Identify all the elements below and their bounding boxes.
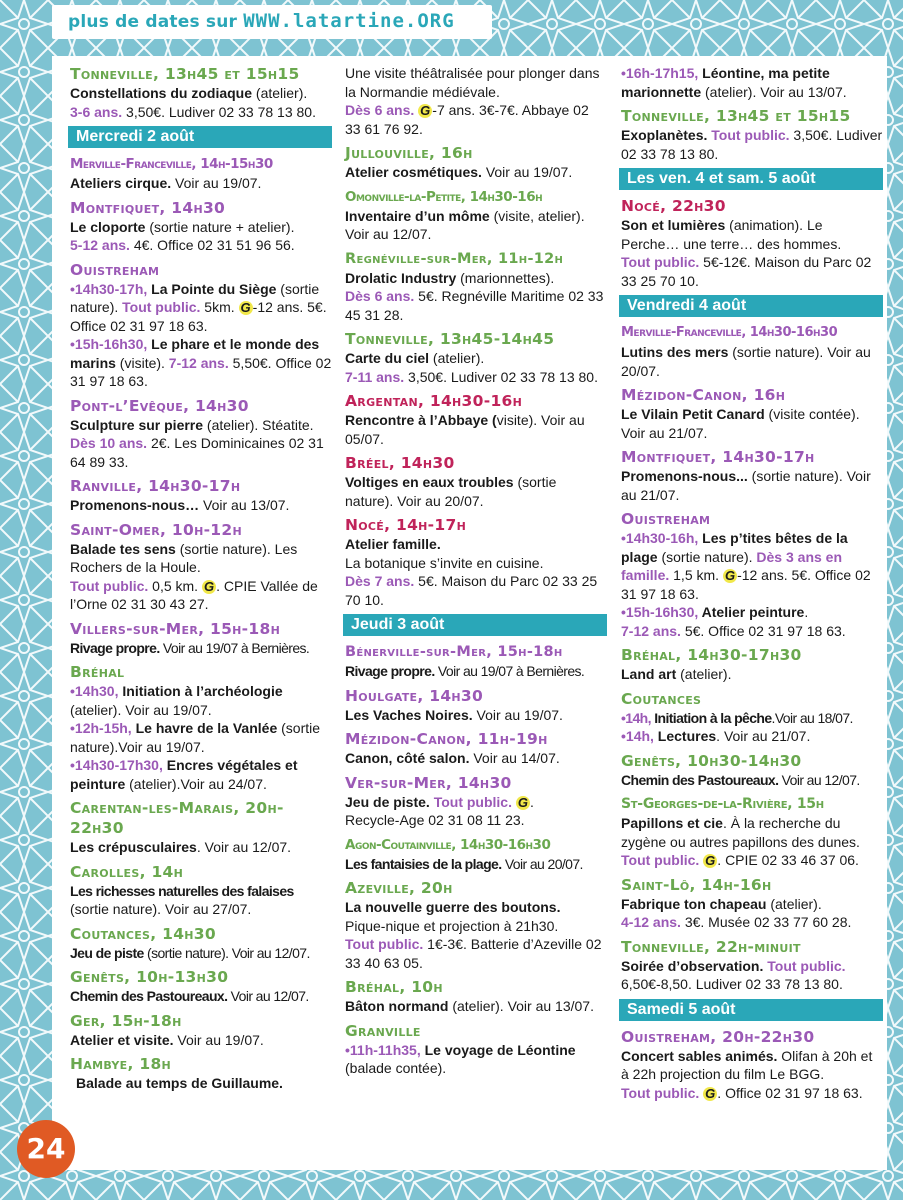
free-g-badge: G [203,578,215,594]
event-location: Bréhal, 10h [345,978,443,996]
event-entry [345,977,607,1016]
day-header: Vendredi 4 août [619,295,883,317]
event-location: Pont-l’Evêque, 14h30 [70,396,249,415]
event-location: Ouistreham [70,260,160,279]
event-info: -12 ans. 5€. Office 02 31 97 18 63. [621,567,871,602]
event-title: Land art [621,666,677,682]
event-time: •14h30-16h, [621,530,699,546]
event-age: Dès 3 ans en famille. [621,548,843,583]
column-2 [345,64,607,1083]
event-info: .Voir au 18/07. [771,709,853,726]
event-title: Léontine, ma petite marionnette [621,65,830,100]
event-info: . Office 02 31 97 18 63. [717,1084,863,1101]
event-info: 4€. Office 02 31 51 96 56. [129,237,295,253]
event-time: •14h, [621,709,651,726]
event-location: Jullouville, 16h [345,144,473,162]
event-time: •14h30, [70,683,119,699]
event-location: Argentan, 14h30-16h [345,392,523,410]
event-location: Hambye, 18h [70,1055,172,1073]
event-entry [345,187,607,244]
event-info: -12 ans. 5€. Office 02 31 97 18 63. [70,299,327,334]
event-desc: La botanique s’invite en cuisine. [345,554,544,571]
event-entry [345,391,607,448]
day-header: Jeudi 3 août [343,614,607,636]
event-entry [345,729,607,768]
event-location: Saint-Omer, 10h-12h [70,520,242,539]
event-title: Le havre de la Vanlée [131,720,278,736]
event-entry [621,645,883,684]
event-entry [345,878,607,972]
event-entry [621,106,883,163]
event-info: 5€. Regnéville Maritime 02 33 45 31 28. [345,288,604,323]
event-location: Saint-Lô, 14h-16h [621,875,772,894]
event-info: (sortie nature). Voir au 20/07. [345,474,557,509]
event-entry [621,937,883,994]
event-info: (sortie nature). Voir au 20/07. [621,344,871,379]
event-entry [621,1027,883,1103]
event-title: Chemin des Pastoureaux. [70,988,228,1004]
event-location: Coutances, 14h30 [70,924,216,943]
event-entry [70,198,332,255]
event-location: Tonneville, 22h-minuit [621,937,801,956]
event-title: Drolatic Industry [345,269,457,286]
event-info: Voir au 19/07. [481,164,573,180]
free-g-badge: G [724,568,736,583]
event-location: Ouistreham [621,510,711,528]
event-entry [621,323,883,380]
event-title: Son et lumières [621,217,726,233]
header-text [68,10,455,32]
event-time: •12h-15h, [70,720,132,736]
event-info: Voir au 19/07. [472,706,563,723]
event-title: Promenons-nous… [70,497,200,513]
event-location: Merville-Franceville, 14h-15h30 [70,156,273,172]
column-3 [621,64,883,1107]
event-title: Le Vilain Petit Canard [621,406,765,422]
event-title: Le phare et le monde des marins [70,336,320,371]
event-entry [345,143,607,182]
day-header: Les ven. 4 et sam. 5 août [619,168,883,190]
event-title: Bâton normand [345,998,449,1014]
event-title: Les p’tites bêtes de la plage [621,530,848,565]
free-g-badge: G [705,1085,716,1101]
free-g-badge: G [420,103,431,118]
event-info: (atelier). Voir au 19/07. [70,701,212,718]
event-entry [70,1054,332,1093]
event-location: Tonneville, 13h45 et 15h15 [621,107,851,125]
event-entry [621,64,883,101]
event-info: (atelier). [676,666,732,682]
event-desc: (atelier). [252,85,308,101]
event-title: Le cloporte [70,218,146,235]
event-location: Granville [345,1021,421,1040]
event-info: (balade contée). [345,1060,447,1076]
event-location: Villers-sur-Mer, 15h-18h [70,619,281,638]
event-location: Ver-sur-Mer, 14h30 [345,773,512,792]
event-title: Soirée d’observation. [621,957,764,974]
column-1 [70,64,332,1098]
event-entry [70,154,332,193]
event-age: Dès 10 ans. [70,435,148,451]
event-title: Fabrique ton chapeau [621,895,767,912]
event-desc: (atelier). [766,895,822,912]
event-info: 5km. [200,299,239,315]
free-g-badge: G [517,794,528,810]
event-age: 7-11 ans. [345,368,405,385]
event-time: •16h-17h15, [621,65,699,81]
event-title: Initiation à l’archéologie [118,683,283,699]
event-info: (visite, atelier). Voir au 12/07. [345,207,585,242]
event-info: Voir au 19/07 à Bernières. [434,663,585,679]
event-entry [345,329,607,386]
event-location: Omonville-la-Petite, 14h30-16h [345,188,543,205]
event-entry [345,1021,607,1078]
event-title: Constellations du zodiaque [70,85,253,101]
event-desc: (sortie nature + atelier). [145,218,295,235]
event-title: Inventaire d’un môme [345,207,490,224]
event-entry: Ver-sur-Mer, 14h30 Jeu de piste. Tout public. G . Recycle-Age 02 31 08 11 23. [345,773,607,830]
event-info: (atelier). Voir au 13/07. [448,998,594,1014]
event-location: Azeville, 20h [345,879,453,897]
event-info: 2€. Les Dominicaines 02 31 64 89 33. [70,435,324,470]
event-entry [70,798,332,857]
event-title: Atelier et visite. [70,1031,174,1048]
event-info: 5,50€. Office 02 31 97 18 63. [70,354,332,389]
free-g-badge: G [240,300,251,315]
event-location: Regnéville-sur-Mer, 11h-12h [345,250,564,267]
event-entry [70,64,332,121]
event-title: Papillons et cie [621,815,723,831]
event-location: Nocé, 22h30 [621,197,726,215]
event-entry [621,689,883,746]
event-title: Chemin des Pastoureaux. [621,771,779,788]
event-entry [70,924,332,963]
event-public: Tout public. [118,299,201,315]
event-title: Atelier famille. [345,536,441,552]
event-entry [70,967,332,1006]
event-age: 4-12 ans. [621,914,681,930]
event-title: Carte du ciel [345,350,430,366]
event-location: Bréel, 14h30 [345,454,455,472]
event-title: Rencontre à l’Abbaye ( [345,412,497,428]
event-info: 0,5 km. [148,577,202,594]
event-entry [70,476,332,515]
event-time: •11h-11h35, [345,1041,421,1058]
event-entry [345,642,607,681]
event-info: . CPIE Vallée de l’Orne 02 31 30 43 27. [70,577,318,612]
event-title: Concert sables animés. [621,1047,778,1064]
event-title: Jeu de piste. [345,793,430,810]
event-title: Rivage propre. [345,663,435,679]
event-age: Dès 6 ans. [345,102,415,118]
event-info: Voir au 19/07 à Bernières. [159,639,310,656]
event-info: Voir au 19/07. [171,175,262,191]
event-title: Voltiges en eaux troubles [345,474,514,490]
event-desc: (visite). [115,354,165,371]
event-info: Voir au 20/07. [501,855,583,872]
event-time: •14h30-17h30, [70,757,163,773]
event-entry [70,260,332,391]
event-info: (sortie nature). Voir au 12/07. [143,944,310,961]
event-desc: Olifan à 20h et à 22h projection du film Le BGG. [621,1047,873,1082]
event-info: -7 ans. 3€-7€. Abbaye 02 33 61 76 92. [345,102,589,137]
event-desc: Une visite théâtralisée pour plonger dans la Normandie médiévale. [345,65,600,100]
event-entry [70,396,332,472]
event-info: (sortie nature). Voir au 21/07. [621,468,871,503]
header-prefix: plus de dates sur [68,12,244,32]
event-location: Tonneville, 13h45-14h45 [345,330,555,348]
event-location: Mézidon-Canon, 11h-19h [345,730,548,748]
event-location: Bénerville-sur-Mer, 15h-18h [345,644,563,660]
event-public: Tout public. [621,1084,700,1101]
event-public: Tout public. [621,852,700,868]
event-info: . Voir au 21/07. [716,728,811,744]
event-location: Ouistreham, 20h-22h30 [621,1027,815,1046]
event-info: Voir au 12/07. [227,988,309,1004]
event-desc: (sortie nature). Les Rochers de la Houle. [70,540,298,575]
event-info: Voir au 12/07. [778,771,860,788]
event-info: 3,50€. Ludiver 02 33 78 13 80. [621,127,883,162]
event-public: Tout public. [429,793,512,810]
event-title: Les richesses naturelles des falaises [70,882,294,899]
event-location: Montfiquet, 14h30 [70,198,226,217]
event-time: •15h-16h30, [70,336,148,352]
event-desc: (marionnettes). [456,269,555,286]
event-entry [345,249,607,325]
event-location: Bréhal [70,663,125,681]
event-location: Coutances [621,689,702,708]
event-location: Ger, 15h-18h [70,1011,182,1030]
event-title: Exoplanètes. [621,127,708,143]
event-info: 5€. Maison du Parc 02 33 25 70 10. [345,573,598,608]
event-info: 6,50€-8,50. Ludiver 02 33 78 13 80. [621,976,843,992]
event-location: Ranville, 14h30-17h [70,477,241,495]
event-location: Agon-Coutainville, 14h30-16h30 [345,836,551,853]
event-title: Balade au temps de Guillaume. [76,1075,283,1091]
event-location: Mézidon-Canon, 16h [621,386,786,404]
event-desc: (sortie nature). [70,280,320,315]
event-location: Genêts, 10h-13h30 [70,968,229,986]
event-desc: . [804,604,809,620]
event-age: 7-12 ans. [164,354,229,371]
event-title: La nouvelle guerre des boutons. [345,899,561,915]
event-age: 7-12 ans. [621,622,681,639]
event-entry [70,520,332,614]
event-info: 5€. Office 02 31 97 18 63. [680,622,846,639]
event-entry [70,1011,332,1050]
event-title: Atelier peinture [698,604,805,620]
event-title: Atelier cosmétiques. [345,164,482,180]
event-desc: (animation). Le Perche… une terre… des hommes. [621,217,842,252]
event-location: Bréhal, 14h30-17h30 [621,646,802,664]
event-entry [621,196,883,290]
event-info: 3€. Musée 02 33 77 60 28. [680,914,852,930]
event-title: Rivage propre. [70,639,160,656]
event-entry [621,385,883,442]
event-title: Les fantaisies de la plage. [345,855,502,872]
event-title: Balade tes sens [70,540,176,557]
event-age: 3-6 ans. [70,103,123,120]
event-entry [345,835,607,874]
free-g-badge: G [705,853,716,868]
event-entry [70,862,332,919]
event-title: Ateliers cirque. [70,175,172,191]
event-title: Encres végétales et peinture [70,757,298,792]
event-title: Canon, côté salon. [345,750,470,766]
event-info: 3,50€. Ludiver 02 33 78 13 80. [122,103,316,120]
event-info: (visite contée). Voir au 21/07. [621,406,860,441]
event-location: Carentan-les-Marais, 20h-22h30 [70,799,284,837]
event-info: . CPIE 02 33 46 37 06. [717,852,859,868]
event-location: Nocé, 14h-17h [345,516,467,534]
event-info: 1,5 km. [669,567,723,583]
event-info: (sortie nature).Voir au 19/07. [70,720,321,755]
event-info: 3,50€. Ludiver 02 33 78 13 80. [404,368,598,385]
event-title: Les crépusculaires [70,839,197,855]
event-entry [621,794,883,870]
day-header: Mercredi 2 août [68,126,332,148]
event-entry [621,875,883,932]
event-time: •15h-16h30, [621,604,699,620]
event-info: . Voir au 12/07. [196,839,292,855]
event-info: 1€-3€. Batterie d’Azeville 02 33 40 63 05. [345,936,602,971]
event-public: Tout public. [763,957,846,974]
event-title: Jeu de piste [70,944,144,961]
event-entry [345,64,607,138]
event-public: Tout public. [345,936,424,952]
header-url-link[interactable]: WWW.latartine.ORG [243,10,455,32]
event-age: Dès 6 ans. [345,288,415,304]
event-desc: . À la recherche du zygène ou autres papillons des dunes. [621,815,860,850]
event-location: Merville-Franceville, 14h30-16h30 [621,325,838,340]
event-info: visite). Voir au 05/07. [345,412,585,447]
event-time: •14h30-17h, [70,280,148,297]
day-header: Samedi 5 août [619,999,883,1021]
event-title: Initiation à la pêche [650,709,772,726]
event-desc: (sortie nature). [657,548,753,565]
event-entry [345,515,607,609]
event-location: St-Georges-de-la-Rivière, 15h [621,796,824,812]
event-info: Voir au 14/07. [469,750,560,766]
event-desc: (atelier). [429,350,485,366]
event-info: 5€-12€. Maison du Parc 02 33 25 70 10. [621,254,872,289]
page-number-badge: 24 [17,1120,75,1178]
event-entry [621,447,883,504]
event-info: Recycle-Age 02 31 08 11 23. [345,812,525,828]
event-location: Genêts, 10h30-14h30 [621,751,802,770]
event-title: La Pointe du Siège [147,280,277,297]
event-location: Montfiquet, 14h30-17h [621,448,815,466]
event-location: Tonneville, 13h45 et 15h15 [70,65,300,83]
event-title: Le voyage de Léontine [420,1041,576,1058]
event-info: Voir au 19/07. [173,1031,264,1048]
event-time: •14h, [621,728,654,744]
event-title: Les Vaches Noires. [345,706,473,723]
event-title: Promenons-nous... [621,468,748,484]
event-entry [621,509,883,640]
event-public: Tout public. [70,577,149,594]
event-entry [345,453,607,510]
event-location: Houlgate, 14h30 [345,686,484,705]
event-age: Dès 7 ans. [345,573,415,589]
event-info: (sortie nature). Voir au 27/07. [70,901,252,917]
event-location: Carolles, 14h [70,862,184,881]
event-info: Voir au 13/07. [199,497,290,513]
event-public: Tout public. [707,127,790,143]
event-entry [70,619,332,658]
event-desc: Pique-nique et projection à 21h30. [345,917,559,934]
event-public: Tout public. [621,254,700,270]
event-entry [70,662,332,793]
event-desc: (atelier). Stéatite. [203,416,314,433]
event-title: Lutins des mers [621,344,729,360]
event-entry [621,751,883,790]
event-info: (atelier). Voir au 13/07. [701,83,847,100]
event-title: Sculpture sur pierre [70,416,204,433]
event-entry [345,686,607,725]
event-info: (atelier).Voir au 24/07. [125,775,267,792]
event-age: 5-12 ans. [70,237,130,253]
event-title: Lectures [653,728,717,744]
